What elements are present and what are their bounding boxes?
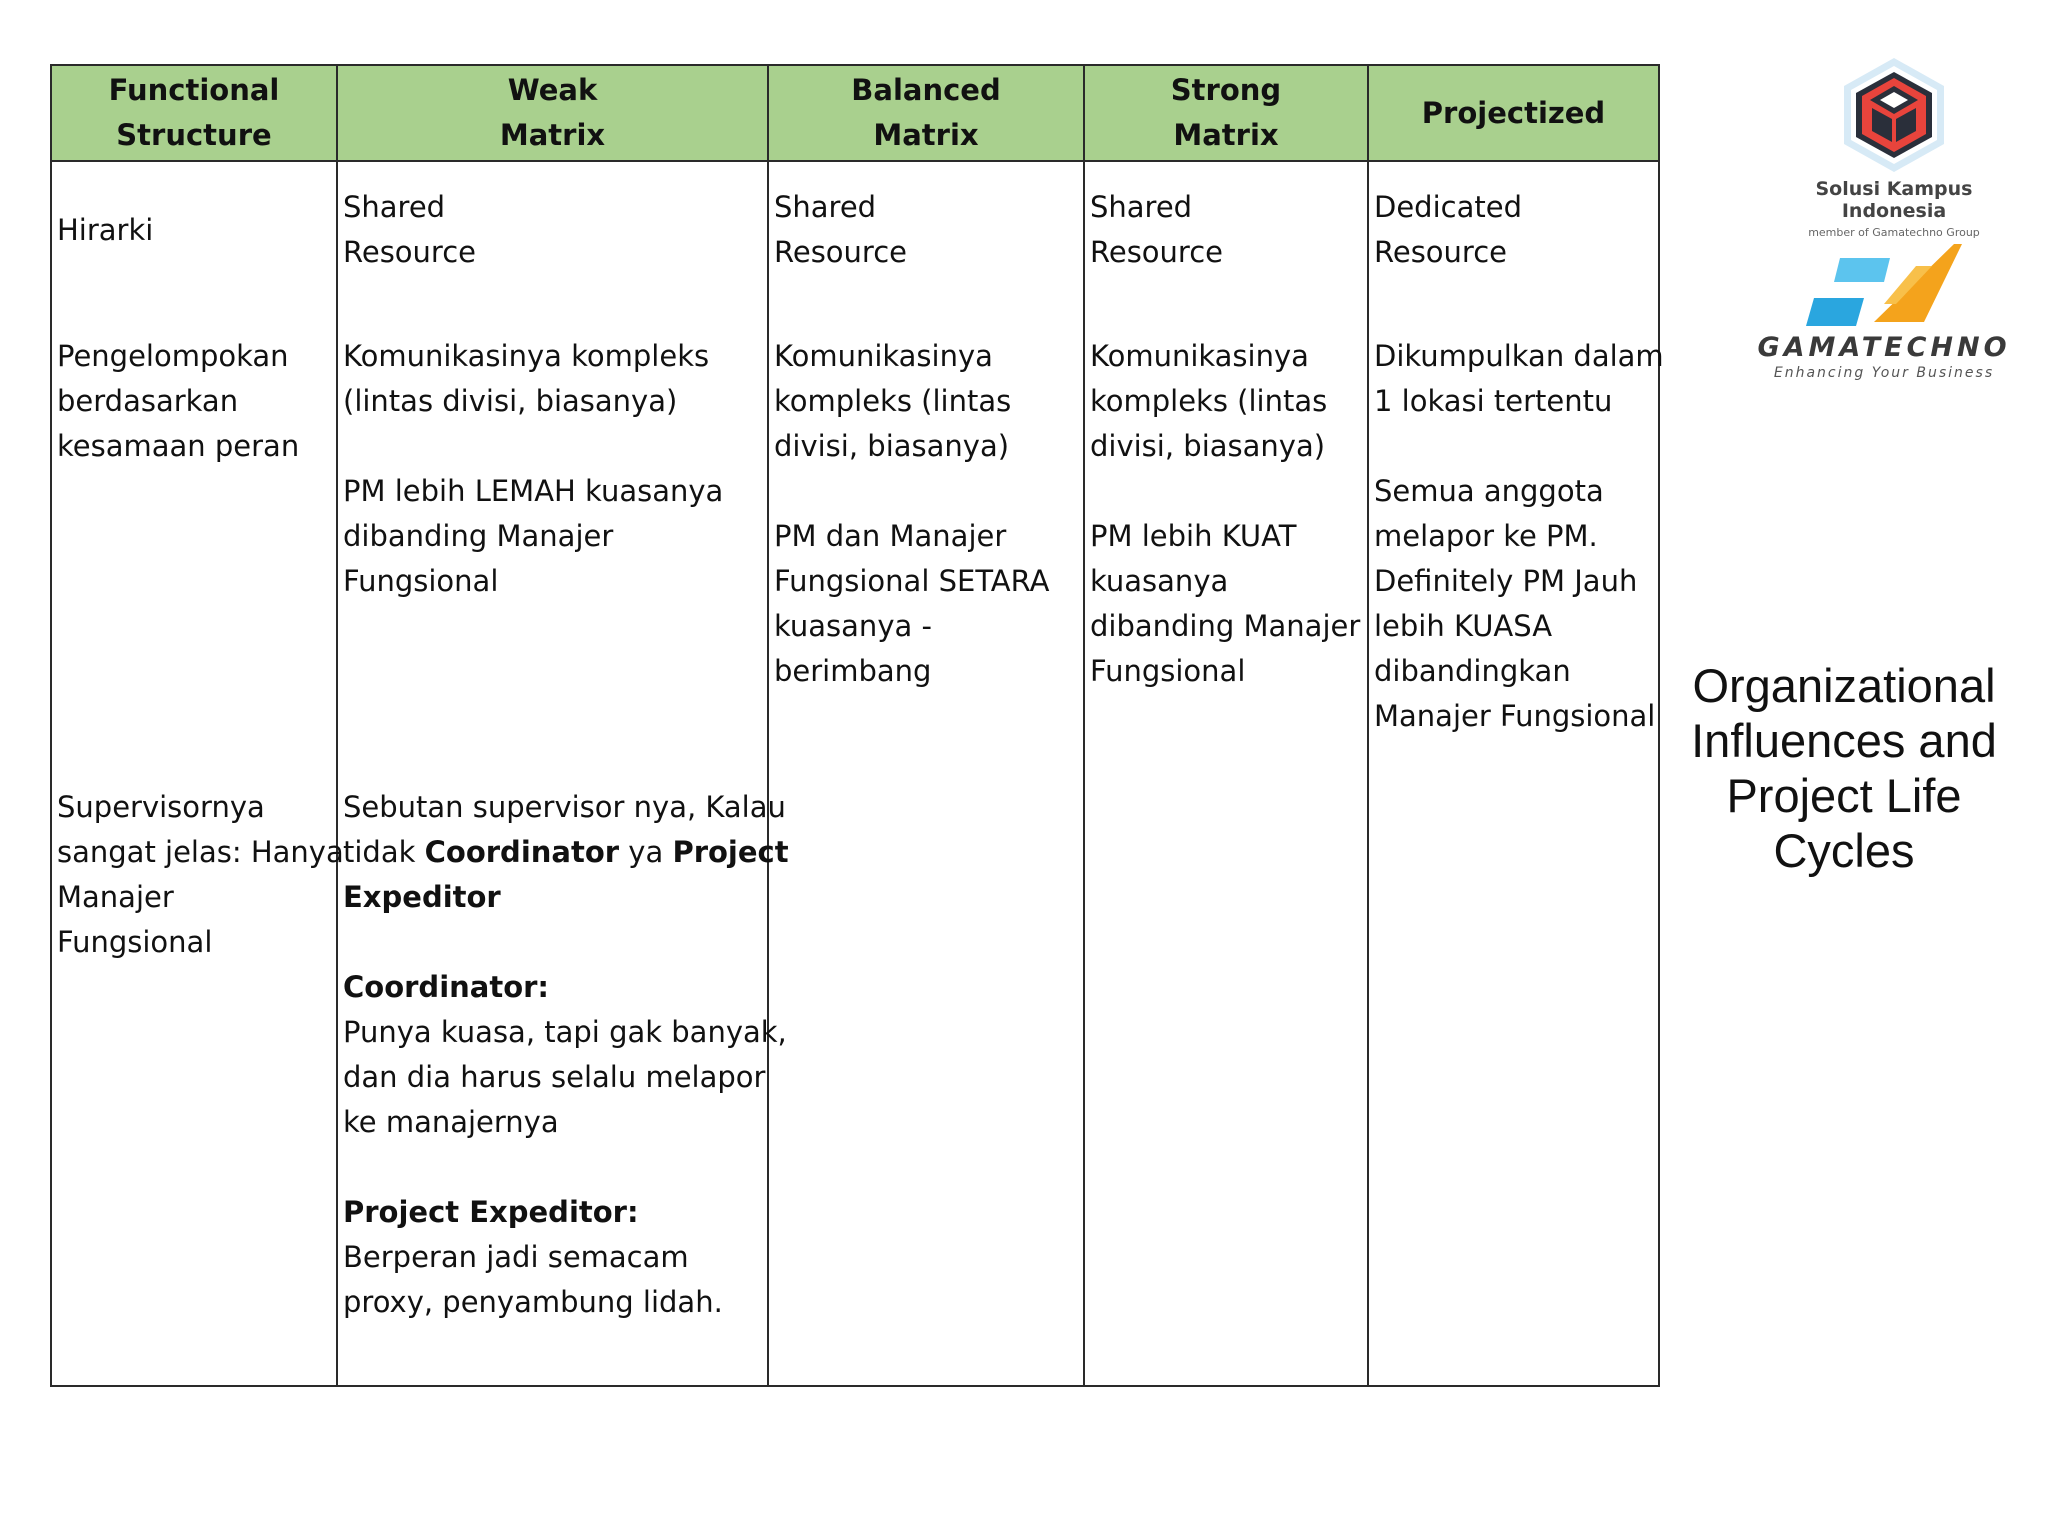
coordinator-title: Coordinator: xyxy=(343,970,550,1004)
projectized-location-cell: Dikumpulkan dalam 1 lokasi tertentu Semua anggota melapor ke PM. Definitely PM Jauh lebih KUASA dibandingkan Manajer Fungsional xyxy=(1374,339,1664,733)
functional-hierarchy-cell: Hirarki xyxy=(57,213,154,247)
header-weak-matrix: Weak Matrix xyxy=(338,66,767,162)
header-balanced-matrix: Balanced Matrix xyxy=(769,66,1083,162)
gamatechno-logo: GAMATECHNO Enhancing Your Business xyxy=(1744,244,2024,381)
column-projectized xyxy=(1369,66,1664,1385)
header-projectized: Projectized xyxy=(1369,66,1658,162)
balanced-communication-cell: Komunikasinya kompleks (lintas divisi, biasanya) PM dan Manajer Fungsional SETARA kuasanya - berimbang xyxy=(774,339,1050,688)
balanced-resource-cell: Shared Resource xyxy=(774,190,907,269)
solusi-kampus-hexagon-icon xyxy=(1836,56,1952,174)
strong-communication-cell: Komunikasinya kompleks (lintas divisi, biasanya) PM lebih KUAT kuasanya dibanding Manajer Fungsional xyxy=(1090,339,1361,688)
column-weak-matrix xyxy=(338,66,789,1385)
header-functional-structure: Functional Structure xyxy=(52,66,336,162)
column-strong-matrix xyxy=(1085,66,1369,1385)
weak-supervisor-cell: Sebutan supervisor nya, Kalau tidak Coordinator ya Project Expeditor Coordinator: Punya kuasa, tapi gak banyak, dan dia harus selalu melapor ke manajernya Project Expeditor: Berperan jadi semacam proxy, penyambung lidah. xyxy=(343,790,789,1319)
slide-title: Organizational Influences and Project Life Cycles xyxy=(1691,659,1997,877)
organization-structure-table xyxy=(50,64,1664,1387)
header-strong-matrix: Strong Matrix xyxy=(1085,66,1367,162)
expeditor-title: Project Expeditor: xyxy=(343,1195,639,1229)
solusi-kampus-logo: Solusi Kampus Indonesia member of Gamatechno Group xyxy=(1764,56,2024,239)
projectized-resource-cell: Dedicated Resource xyxy=(1374,190,1522,269)
weak-communication-cell: Komunikasinya kompleks (lintas divisi, biasanya) PM lebih LEMAH kuasanya dibanding Manajer Fungsional xyxy=(343,339,724,598)
functional-supervisor-cell: Supervisornya sangat jelas: Hanya Manajer Fungsional xyxy=(57,790,344,959)
functional-grouping-cell: Pengelompokan berdasarkan kesamaan peran xyxy=(57,339,300,463)
weak-resource-cell: Shared Resource xyxy=(343,190,476,269)
column-functional xyxy=(52,66,344,1385)
column-balanced-matrix xyxy=(769,66,1085,1385)
gamatechno-mark-icon xyxy=(1804,244,1964,330)
strong-resource-cell: Shared Resource xyxy=(1090,190,1223,269)
